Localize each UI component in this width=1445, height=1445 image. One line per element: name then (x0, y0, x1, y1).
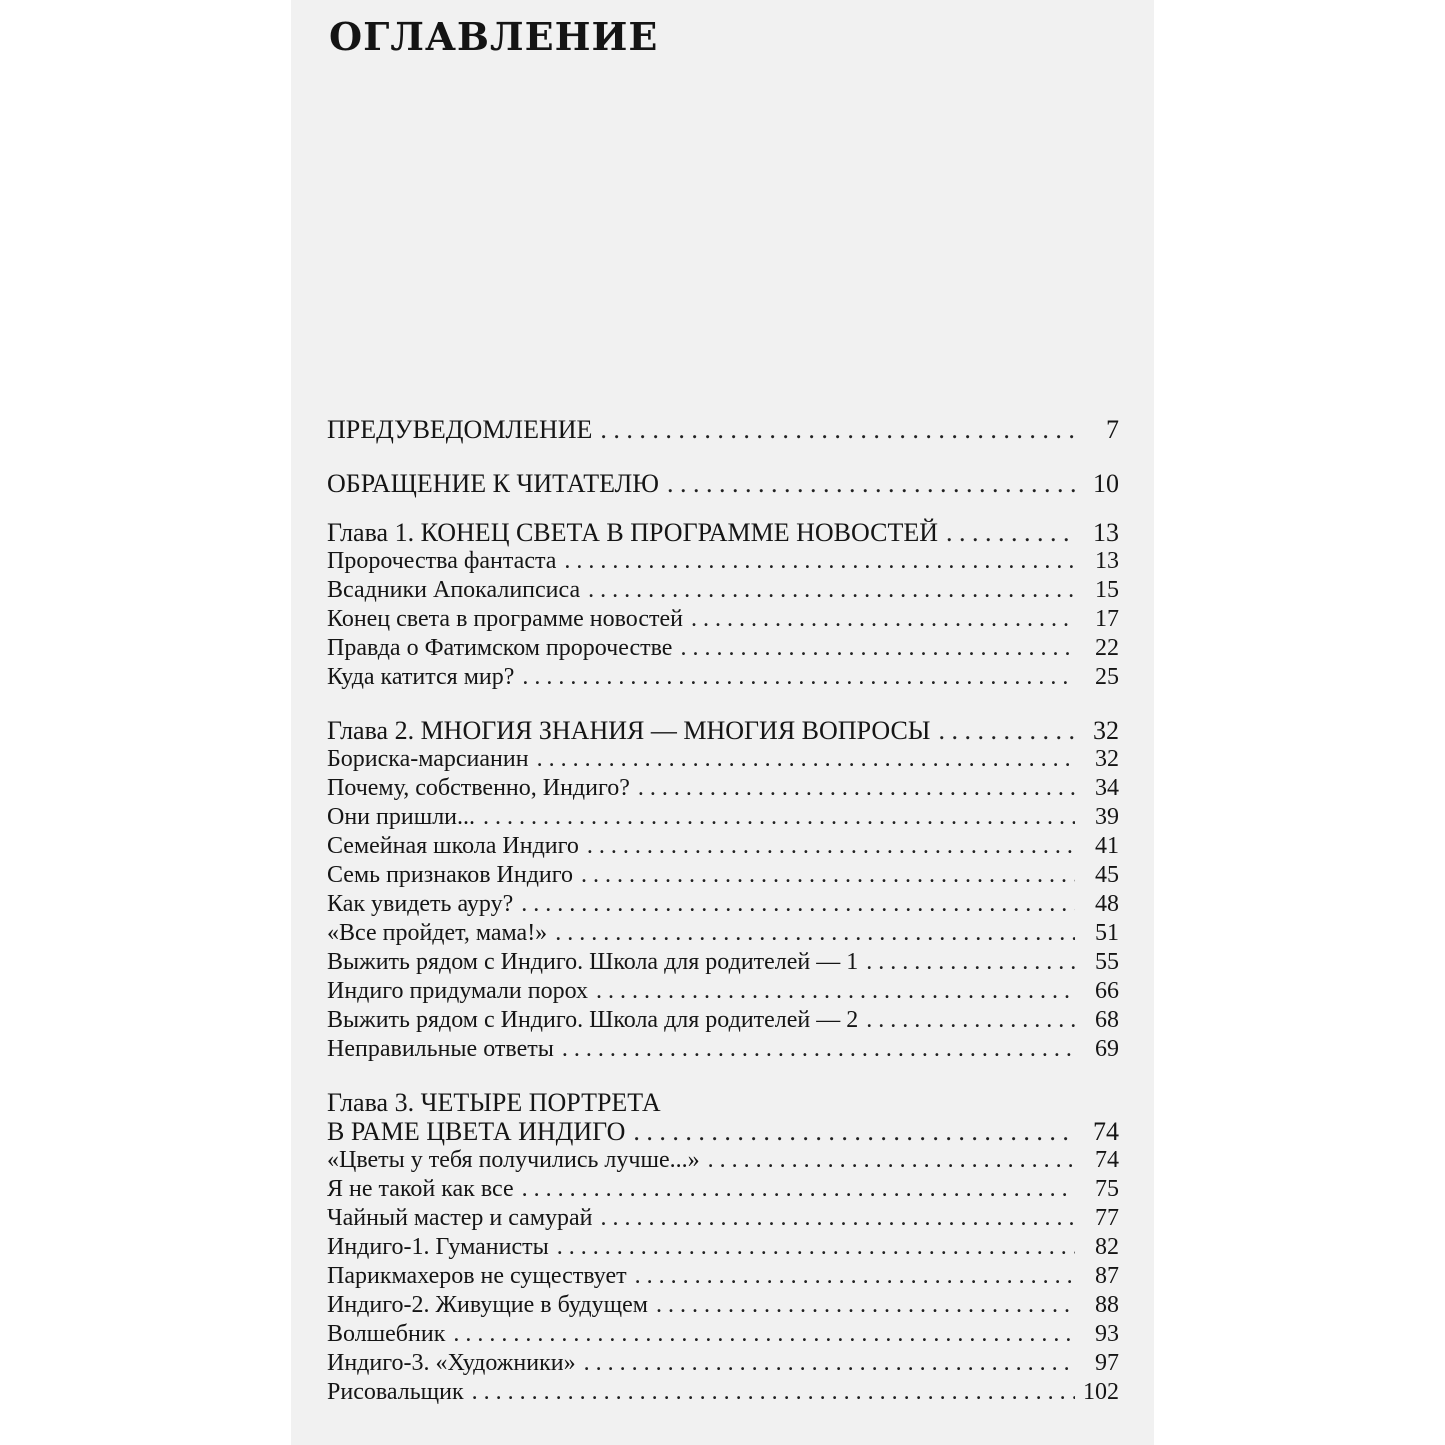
toc-section (327, 1204, 1119, 1233)
toc-leader (522, 663, 1075, 692)
toc-chapter-title: Глава 2. МНОГИЯ ЗНАНИЯ — МНОГИЯ ВОПРОСЫ (327, 716, 931, 745)
toc-leader (866, 948, 1075, 977)
toc-section (327, 1175, 1119, 1204)
toc-section-title: Как увидеть ауру? (327, 891, 514, 917)
toc-section (327, 1233, 1119, 1262)
toc-section (327, 634, 1119, 663)
toc-section-title: Индиго-3. «Художники» (327, 1350, 576, 1376)
toc-section-page: 25 (1095, 664, 1119, 690)
toc-section-title: Выжить рядом с Индиго. Школа для родителей — 1 (327, 949, 859, 975)
toc-entry-title: ОБРАЩЕНИЕ К ЧИТАТЕЛЮ (327, 469, 660, 498)
toc-section-page: 48 (1095, 891, 1119, 917)
toc-section-title: Я не такой как все (327, 1176, 514, 1202)
toc-leader (564, 547, 1075, 576)
toc-chapter-title: Глава 3. ЧЕТЫРЕ ПОРТРЕТА (327, 1088, 661, 1117)
toc-section (327, 576, 1119, 605)
toc-section (327, 774, 1119, 803)
toc-section-title: Конец света в программе новостей (327, 606, 684, 632)
toc-section-title: Индиго-1. Гуманисты (327, 1234, 549, 1260)
toc-leader (521, 890, 1075, 919)
toc-section-page: 66 (1095, 978, 1119, 1004)
toc-section-title: Волшебник (327, 1321, 446, 1347)
toc-leader (691, 605, 1075, 634)
toc-section (327, 1006, 1119, 1035)
toc-leader (587, 832, 1075, 861)
toc-section-title: Индиго-2. Живущие в будущем (327, 1292, 648, 1318)
toc-section (327, 1291, 1119, 1320)
toc-section-title: Выжить рядом с Индиго. Школа для родителей — 2 (327, 1007, 859, 1033)
toc-leader (483, 803, 1075, 832)
toc-section-title: Куда катится мир? (327, 664, 515, 690)
toc-section-page: 69 (1095, 1036, 1119, 1062)
toc-chapter (327, 716, 1119, 745)
toc-section (327, 890, 1119, 919)
toc-entry-page: 10 (1093, 469, 1119, 498)
toc-section-page: 87 (1095, 1263, 1119, 1289)
toc-section (327, 832, 1119, 861)
toc-section (327, 547, 1119, 576)
toc-section (327, 861, 1119, 890)
toc-section-title: Всадники Апокалипсиса (327, 577, 581, 603)
toc-leader (633, 1117, 1075, 1146)
toc-section-title: Индиго придумали порох (327, 978, 589, 1004)
toc-section-title: Семейная школа Индиго (327, 833, 579, 859)
toc-section-page: 13 (1095, 548, 1119, 574)
toc-section-page: 75 (1095, 1176, 1119, 1202)
toc-section (327, 1378, 1119, 1407)
toc-chapter-title: Глава 1. КОНЕЦ СВЕТА В ПРОГРАММЕ НОВОСТЕЙ (327, 518, 938, 547)
toc-section-page: 97 (1095, 1350, 1119, 1376)
toc-section (327, 605, 1119, 634)
toc-section-page: 74 (1095, 1147, 1119, 1173)
toc-section-page: 93 (1095, 1321, 1119, 1347)
toc-section-title: Семь признаков Индиго (327, 862, 573, 888)
toc-section-title: Чайный мастер и самурай (327, 1205, 593, 1231)
toc-section-page: 17 (1095, 606, 1119, 632)
toc-section-page: 55 (1095, 949, 1119, 975)
toc-chapter-page: 74 (1093, 1117, 1119, 1146)
toc-leader (638, 774, 1075, 803)
toc-leader (562, 1035, 1075, 1064)
toc-section-title: Правда о Фатимском пророчестве (327, 635, 673, 661)
toc-section (327, 948, 1119, 977)
toc-section-page: 34 (1095, 775, 1119, 801)
toc-leader (938, 716, 1075, 745)
toc-section-page: 15 (1095, 577, 1119, 603)
toc-section-page: 39 (1095, 804, 1119, 830)
toc-section (327, 1320, 1119, 1349)
toc-leader (555, 919, 1075, 948)
toc-leader (581, 861, 1075, 890)
toc-leader (600, 410, 1075, 450)
toc-leader (866, 1006, 1075, 1035)
toc-chapter-title-line2: В РАМЕ ЦВЕТА ИНДИГО (327, 1117, 626, 1146)
page-title: ОГЛАВЛЕНИЕ (329, 14, 659, 59)
toc-section (327, 663, 1119, 692)
toc-leader (557, 1233, 1075, 1262)
toc-section-title: Бориска-марсианин (327, 746, 529, 772)
toc-section-title: Пророчества фантаста (327, 548, 557, 574)
toc-chapter-page: 32 (1093, 716, 1119, 745)
toc-section (327, 1035, 1119, 1064)
toc-leader (635, 1262, 1075, 1291)
toc-chapter (327, 1088, 1119, 1117)
toc-section-page: 41 (1095, 833, 1119, 859)
toc-section-page: 68 (1095, 1007, 1119, 1033)
toc-leader (946, 518, 1075, 547)
toc-leader (537, 745, 1075, 774)
toc-section-title: Рисовальщик (327, 1379, 464, 1405)
toc-chapter-page: 13 (1093, 518, 1119, 547)
toc-section (327, 977, 1119, 1006)
toc-entry (327, 464, 1119, 504)
table-of-contents (327, 410, 1119, 1407)
toc-leader (522, 1175, 1075, 1204)
toc-leader (588, 576, 1075, 605)
toc-leader (601, 1204, 1076, 1233)
toc-entry (327, 410, 1119, 450)
toc-entry-page: 7 (1106, 415, 1119, 444)
toc-section (327, 1146, 1119, 1175)
toc-leader (472, 1378, 1075, 1407)
toc-section-page: 45 (1095, 862, 1119, 888)
toc-section-page: 102 (1083, 1379, 1119, 1405)
toc-section (327, 919, 1119, 948)
toc-section-title: «Все пройдет, мама!» (327, 920, 548, 946)
toc-section-title: Парикмахеров не существует (327, 1263, 627, 1289)
toc-section (327, 803, 1119, 832)
toc-chapter-continued (327, 1117, 1119, 1146)
toc-section-page: 88 (1095, 1292, 1119, 1318)
toc-entry-title: ПРЕДУВЕДОМЛЕНИЕ (327, 415, 593, 444)
book-page (291, 0, 1154, 1445)
toc-leader (708, 1146, 1075, 1175)
toc-section-page: 82 (1095, 1234, 1119, 1260)
toc-leader (667, 464, 1075, 504)
toc-section (327, 1349, 1119, 1378)
toc-section-title: «Цветы у тебя получились лучше...» (327, 1147, 700, 1173)
toc-leader (680, 634, 1075, 663)
toc-section (327, 745, 1119, 774)
toc-section (327, 1262, 1119, 1291)
toc-leader (596, 977, 1075, 1006)
toc-section-title: Они пришли... (327, 804, 476, 830)
toc-section-page: 32 (1095, 746, 1119, 772)
toc-leader (453, 1320, 1075, 1349)
toc-section-page: 22 (1095, 635, 1119, 661)
toc-chapter (327, 518, 1119, 547)
toc-section-title: Почему, собственно, Индиго? (327, 775, 630, 801)
toc-section-page: 77 (1095, 1205, 1119, 1231)
toc-leader (656, 1291, 1075, 1320)
toc-section-page: 51 (1095, 920, 1119, 946)
toc-leader (584, 1349, 1075, 1378)
toc-section-title: Неправильные ответы (327, 1036, 554, 1062)
